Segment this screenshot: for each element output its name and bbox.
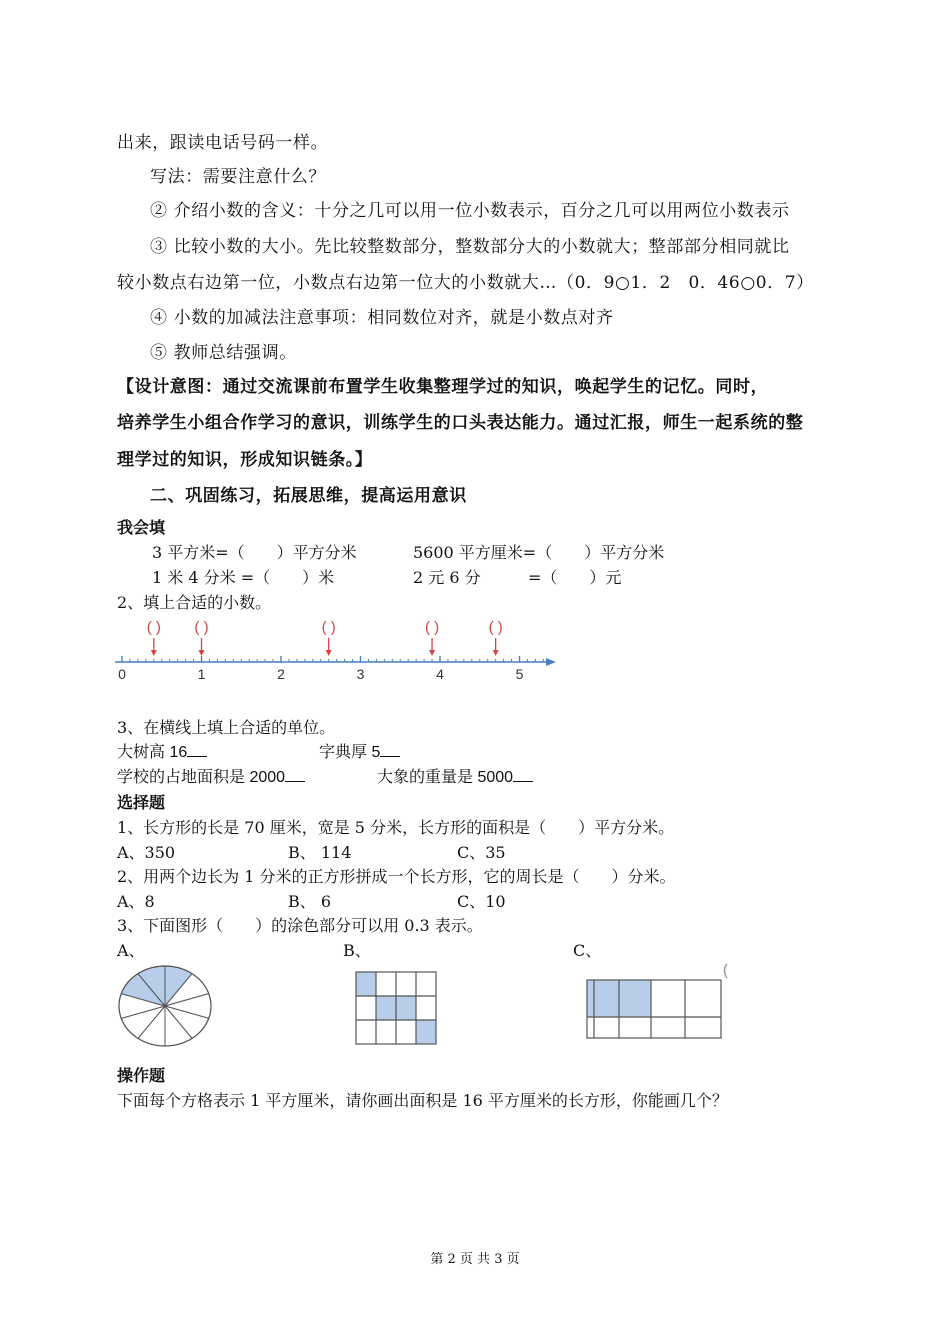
fill-q2: 2、填上合适的小数。 — [117, 593, 272, 612]
figure-c-rect — [583, 958, 733, 1042]
number-line-labels — [118, 666, 524, 682]
fill-row-2c: =（ ）元 — [528, 568, 622, 587]
unit-b: 字典厚 5 — [319, 739, 400, 762]
section-2-title: 二、巩固练习，拓展思维，提高运用意识 — [150, 486, 467, 506]
number-line-ticks — [122, 656, 543, 662]
choice-q1-c: C、35 — [457, 843, 506, 862]
choice-q1-a: A、350 — [117, 843, 176, 862]
number-line — [110, 612, 560, 690]
number-line-blanks — [147, 619, 503, 636]
blank-label: ( ) — [424, 619, 440, 636]
fill-row-1a: 3 平方米=（ ）平方分米 — [152, 543, 357, 562]
tick-label: 1 — [197, 666, 206, 682]
operation-text: 下面每个方格表示 1 平方厘米，请你画出面积是 16 平方厘米的长方形，你能画几个？ — [117, 1091, 728, 1110]
operation-heading: 操作题 — [117, 1066, 166, 1085]
choice-q2-b: B、 6 — [288, 892, 332, 911]
review-writing: 写法：需要注意什么？ — [150, 167, 326, 187]
review-item-5: ⑤ 教师总结强调。 — [150, 343, 297, 363]
fill-q3: 3、在横线上填上合适的单位。 — [117, 718, 336, 737]
tick-label: 3 — [356, 666, 365, 682]
fill-heading: 我会填 — [117, 518, 166, 537]
page-footer: 第 2 页 共 3 页 — [430, 1252, 520, 1267]
blank-label: ( ) — [194, 619, 209, 636]
choice-q3-b: B、 — [343, 941, 371, 960]
choice-q3-c: C、 — [573, 941, 602, 960]
unit-d: 大象的重量是 5000 — [377, 764, 533, 787]
choice-heading: 选择题 — [117, 793, 166, 812]
figure-a-circle — [116, 964, 216, 1050]
blank-arrowhead — [151, 650, 157, 656]
number-line-arrowhead — [546, 658, 556, 666]
design-intent-line-3: 理学过的知识，形成知识链条。】 — [117, 450, 373, 470]
choice-q2: 2、用两个边长为 1 分米的正方形拼成一个长方形，它的周长是（ ）分米。 — [117, 867, 676, 886]
blank-arrowhead — [199, 650, 205, 656]
design-intent-line-1: 【设计意图：通过交流课前布置学生收集整理学过的知识，唤起学生的记忆。同时， — [117, 377, 769, 397]
review-item-4: ④ 小数的加减法注意事项：相同数位对齐，就是小数点对齐 — [150, 308, 614, 328]
fill-row-1b: 5600 平方厘米=（ ）平方分米 — [413, 543, 665, 562]
choice-q2-a: A、8 — [117, 892, 155, 911]
tick-label: 0 — [118, 666, 126, 682]
review-item-3b: 较小数点右边第一位，小数点右边第一位大的小数就大…（0．9○1．2 0．46○0．7） — [117, 273, 814, 293]
fill-row-2b: 2 元 6 分 — [413, 568, 481, 587]
tick-label: 4 — [436, 666, 444, 682]
review-item-2: ② 介绍小数的含义：十分之几可以用一位小数表示，百分之几可以用两位小数表示 — [150, 201, 790, 221]
blank-label: ( ) — [146, 619, 161, 636]
figure-b-grid — [354, 970, 438, 1046]
unit-c: 学校的占地面积是 2000 — [117, 764, 305, 787]
review-line-1: 出来，跟读电话号码一样。 — [117, 133, 329, 153]
choice-q1: 1、长方形的长是 70 厘米，宽是 5 分米，长方形的面积是（ ）平方分米。 — [117, 818, 675, 837]
choice-q2-c: C、10 — [457, 892, 506, 911]
review-item-3a: ③ 比较小数的大小。先比较整数部分，整数部分大的小数就大；整部部分相同就比 — [150, 237, 790, 257]
tick-label: 5 — [515, 666, 524, 682]
blank-arrowhead — [429, 650, 435, 656]
choice-q3: 3、下面图形（ ）的涂色部分可以用 0.3 表示。 — [117, 916, 483, 935]
blank-arrowhead — [493, 650, 499, 656]
tick-label: 2 — [277, 666, 285, 682]
blank-arrowhead — [326, 650, 332, 656]
number-line-arrows — [151, 638, 499, 656]
design-intent-line-2: 培养学生小组合作学习的意识，训练学生的口头表达能力。通过汇报，师生一起系统的整 — [117, 413, 804, 433]
blank-label: ( ) — [488, 619, 503, 636]
fill-row-2a: 1 米 4 分米 =（ ）米 — [152, 568, 335, 587]
choice-q1-b: B、 114 — [288, 843, 352, 862]
choice-q3-a: A、 — [117, 941, 145, 960]
unit-a: 大树高 16 — [117, 739, 207, 762]
blank-label: ( ) — [321, 619, 336, 636]
